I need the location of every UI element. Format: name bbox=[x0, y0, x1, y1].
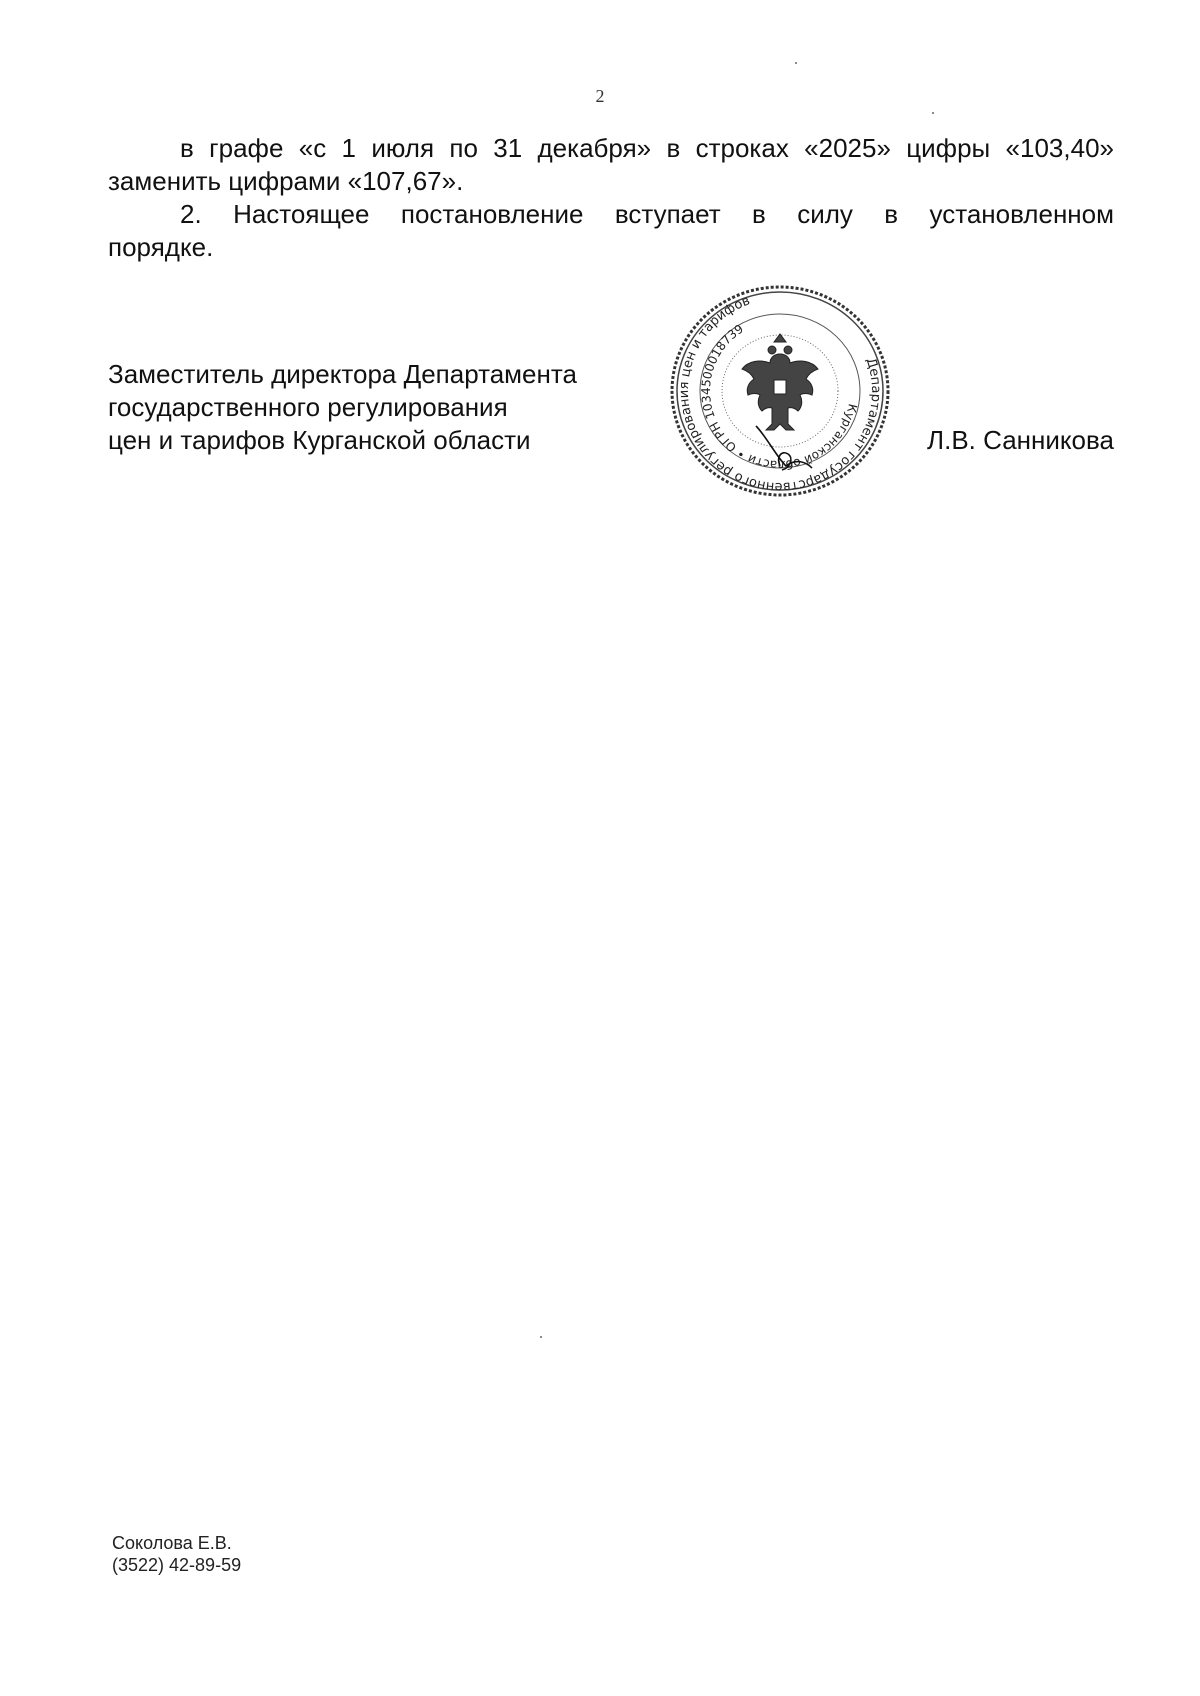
executor-info bbox=[112, 1532, 241, 1576]
document-body-2 bbox=[108, 198, 1114, 264]
executor-name: Соколова Е.В. bbox=[112, 1533, 232, 1553]
signatory-title bbox=[108, 358, 577, 457]
signatory-line-2: государственного регулирования bbox=[108, 392, 508, 422]
page-number: 2 bbox=[595, 86, 605, 106]
official-seal bbox=[660, 276, 900, 506]
double-headed-eagle-icon bbox=[742, 334, 818, 430]
signatory-line-3: цен и тарифов Курганской области bbox=[108, 425, 531, 455]
scan-speck bbox=[540, 1336, 542, 1338]
scan-speck bbox=[795, 62, 797, 64]
signatory-line-1: Заместитель директора Департамента bbox=[108, 359, 577, 389]
signer-name: Л.В. Санникова bbox=[927, 425, 1114, 455]
paragraph-2-end: порядке. bbox=[108, 232, 214, 262]
document-body bbox=[108, 132, 1114, 198]
paragraph-1: в графе «с 1 июля по 31 декабря» в строках «2025» цифры «103,40» заменить цифрами «107,67». bbox=[108, 133, 1114, 196]
executor-phone: (3522) 42-89-59 bbox=[112, 1555, 242, 1575]
seal-outer-text: Департамент государственного регулирования цен и тарифов bbox=[676, 293, 884, 495]
paragraph-2: 2. Настоящее постановление вступает в силу в установленном bbox=[180, 199, 1114, 229]
scan-speck bbox=[932, 112, 934, 114]
seal-inner-text: Курганской области • ОГРН 1034500018739 bbox=[698, 321, 860, 473]
